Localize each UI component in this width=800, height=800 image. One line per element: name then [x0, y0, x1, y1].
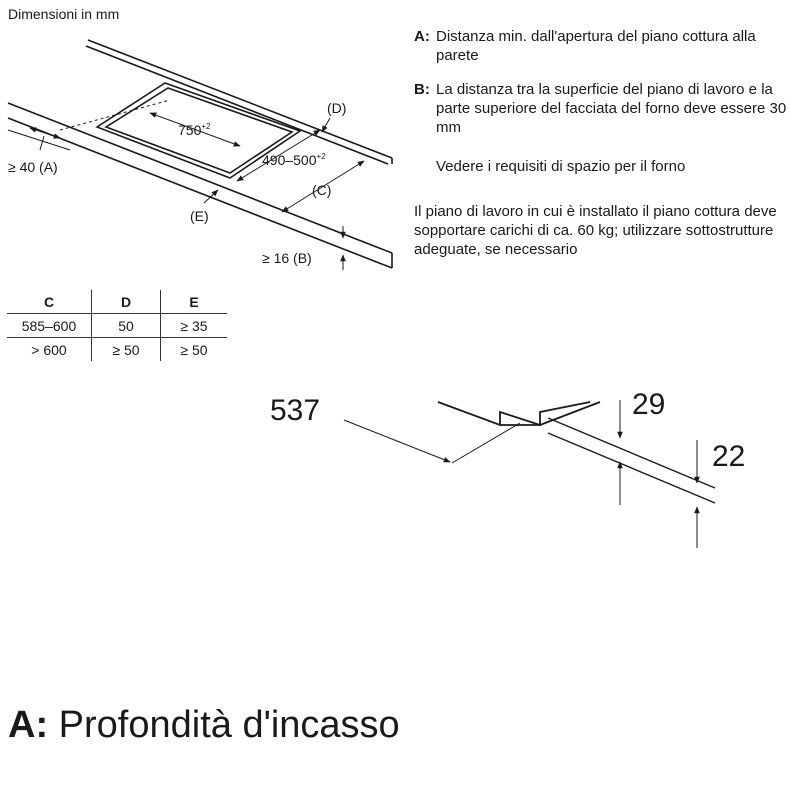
dimension-table	[7, 290, 227, 361]
notes-panel	[414, 27, 794, 259]
dim-a-arrow	[30, 128, 60, 138]
label-b: ≥ 16 (B)	[262, 250, 312, 266]
detail-22-label: 22	[712, 440, 746, 473]
worktop	[8, 40, 392, 268]
detail-537-label: 537	[270, 394, 321, 427]
footer-key: A:	[8, 704, 49, 746]
table-cell: 585–600	[7, 314, 92, 338]
table-row	[7, 338, 227, 362]
table-header-e: E	[161, 290, 228, 314]
dim-750-label: $750^{+2}$	[178, 122, 211, 138]
note-b-text: La distanza tra la superficie del piano di lavoro e la parte superiore del facciata del forno deve essere 30 mm	[436, 81, 787, 136]
table-cell: ≥ 50	[92, 338, 161, 362]
table-cell: 50	[92, 314, 161, 338]
label-a: ≥ 40 (A)	[8, 159, 58, 175]
label-d: (D)	[327, 100, 347, 116]
note-a	[414, 27, 794, 65]
detail-section	[344, 400, 715, 548]
detail-29-label: 29	[632, 388, 666, 421]
note-a-text: Distanza min. dall'apertura del piano cottura alla parete	[436, 28, 756, 64]
note-b	[414, 80, 794, 137]
note-b-key: B:	[414, 81, 430, 98]
units-label: Dimensioni in mm	[8, 6, 120, 22]
dim-e-leader	[204, 190, 218, 203]
table-header-c: C	[7, 290, 92, 314]
footer-caption	[8, 704, 400, 747]
dim-d-leader	[322, 118, 330, 132]
note-oven: Vedere i requisiti di spazio per il forno	[436, 158, 686, 175]
table-header-d: D	[92, 290, 161, 314]
table-row	[7, 314, 227, 338]
dim-a-leader	[40, 136, 44, 150]
table-cell: ≥ 35	[161, 314, 228, 338]
table-cell: ≥ 50	[161, 338, 228, 362]
label-e: (E)	[190, 208, 209, 224]
table-cell: > 600	[31, 341, 67, 358]
label-c: (C)	[312, 182, 332, 198]
footer-text: Profondità d'incasso	[58, 704, 400, 746]
note-a-key: A:	[414, 28, 430, 45]
note-load: Il piano di lavoro in cui è installato il piano cottura deve sopportare carichi di ca. 60 kg; utilizzare sottostrutture adeguate, se necessario	[414, 203, 777, 258]
dim-490-500-label: $490-500^{+2}$	[262, 152, 326, 168]
